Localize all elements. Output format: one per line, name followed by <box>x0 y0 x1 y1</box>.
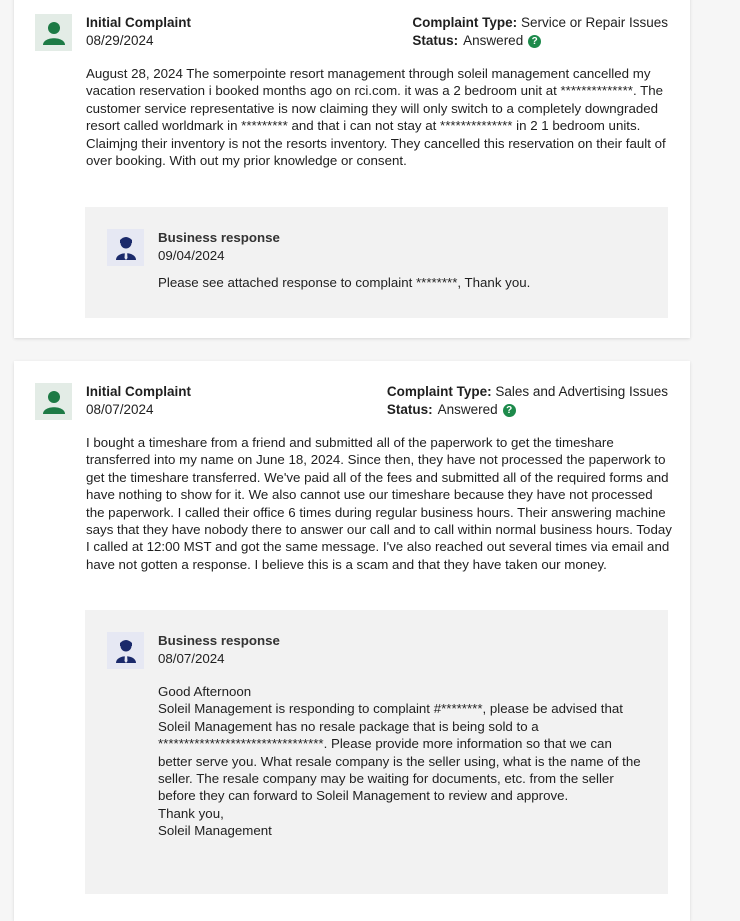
response-text: Good Afternoon Soleil Management is responding to complaint #********, please be advised that Soleil Management has no resale package that is being sold to a ********************************. Please provide more information so that we can better serve you. What resale company is the seller using, what is the name of the seller. The resale company may be waiting for documents, etc. from the seller before they can forward to Soleil Management to review and approve. Thank you, Soleil Management <box>158 684 641 839</box>
complaint-card <box>14 0 690 338</box>
complaint-type-label: Complaint Type: <box>412 15 518 30</box>
complaint-date: 08/07/2024 <box>86 402 154 417</box>
response-date: 09/04/2024 <box>158 248 225 263</box>
complaint-date: 08/29/2024 <box>86 33 154 48</box>
person-icon <box>35 14 72 51</box>
complaint-meta <box>412 14 668 50</box>
complaint-label: Initial Complaint <box>86 15 192 30</box>
complaint-card <box>14 361 690 921</box>
business-response <box>85 610 668 894</box>
complaint-type-value: Service or Repair Issues <box>520 15 668 30</box>
business-person-icon <box>107 632 144 669</box>
response-label: Business response <box>158 633 280 648</box>
status-value: Answered <box>463 33 524 48</box>
response-header <box>158 632 280 668</box>
complaint-meta <box>387 383 668 419</box>
question-circle-icon[interactable]: ? <box>503 404 516 417</box>
complaint-type-label: Complaint Type: <box>386 384 492 399</box>
person-icon <box>35 383 72 420</box>
response-date: 08/07/2024 <box>158 651 225 666</box>
response-text: Please see attached response to complaint ********, Thank you. <box>158 275 531 290</box>
complaint-label: Initial Complaint <box>86 384 192 399</box>
status-label: Status: <box>412 33 459 48</box>
business-person-icon <box>107 229 144 266</box>
business-response <box>85 207 668 318</box>
question-circle-icon[interactable]: ? <box>528 35 541 48</box>
complaint-text: I bought a timeshare from a friend and submitted all of the paperwork to get the timeshare transferred into my name on June 18, 2024. Since then, they have not processed the paperwork to get the timeshare transferred. We've paid all of the fees and submitted all of the required forms and have nothing to show for it. We also cannot use our timeshare because they have not processed the paperwork. I called their office 6 times during regular business hours. Their answering machine says that they have nobody there to answer our call and to call within normal business hours. Today I called at 12:00 MST and got the same message. I've also reached out several times via email and have not gotten a response. I believe this is a scam and that they have taken our money. <box>86 435 672 572</box>
status-value: Answered <box>437 402 498 417</box>
response-header <box>158 229 280 265</box>
complaint-text: August 28, 2024 The somerpointe resort management through soleil management cancelled my vacation reservation i booked months ago on rci.com. it was a 2 bedroom unit at **************. The customer service representative is now claiming they will only switch to a completely downgraded resort called worldmark in ********* and that i can not stay at ************** in 2 1 bedroom units. Claimjng their inventory is not the resorts inventory. They cancelled this reservation on their fault of over booking. With out my prior knowledge or consent. <box>86 66 666 169</box>
complaint-header <box>86 383 191 419</box>
response-label: Business response <box>158 230 280 245</box>
complaint-type-value: Sales and Advertising Issues <box>495 384 668 399</box>
complaint-header <box>86 14 191 50</box>
status-label: Status: <box>386 402 433 417</box>
